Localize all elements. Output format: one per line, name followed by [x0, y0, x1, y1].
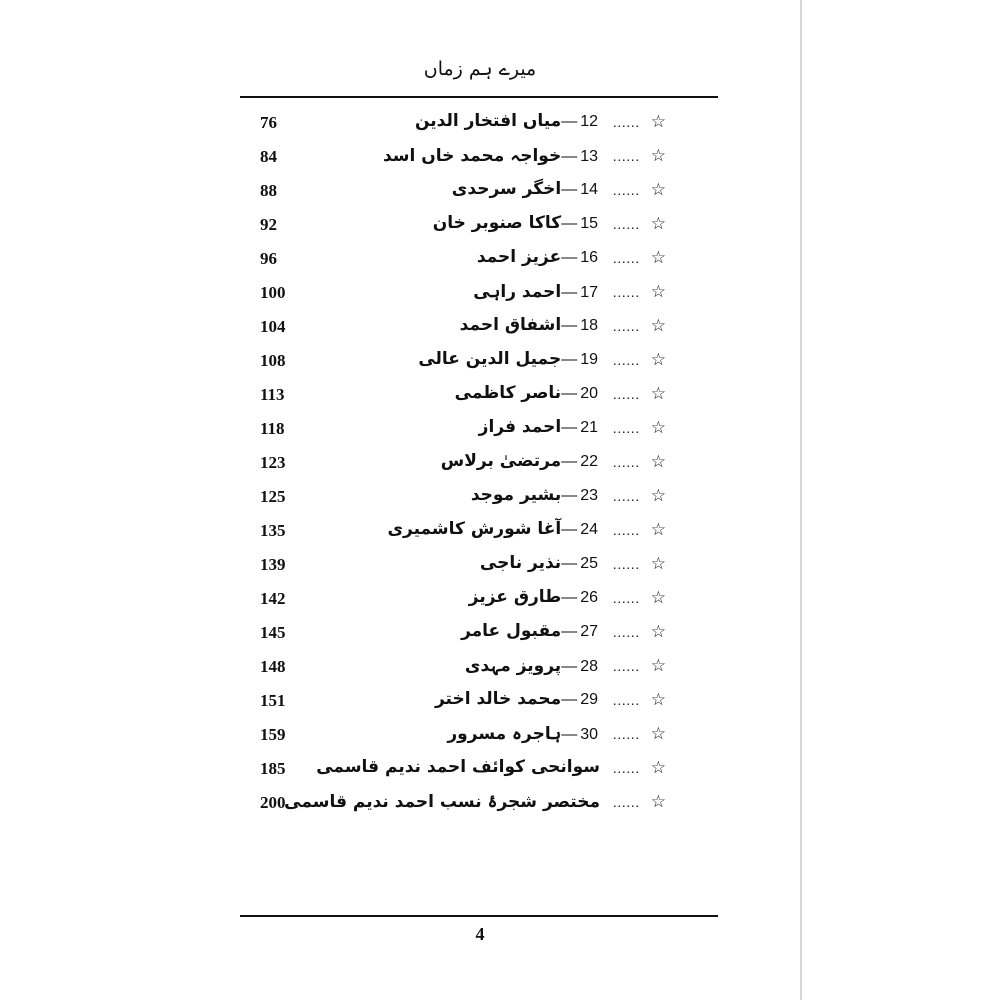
- toc-page-number: 123: [260, 453, 286, 472]
- toc-entry-number: 22: [580, 453, 598, 470]
- toc-page-number: 200: [260, 793, 286, 812]
- toc-entry: [460, 315, 600, 335]
- star-outline-icon: ☆: [650, 724, 666, 744]
- toc-entry-number: 20: [580, 385, 598, 402]
- toc-leader-dots: ......: [613, 456, 640, 471]
- toc-entry-dash: —: [561, 317, 578, 334]
- star-outline-icon: ☆: [650, 622, 666, 642]
- toc-leader-dots: ......: [613, 592, 640, 607]
- toc-entry-name: میاں افتخار الدین: [414, 111, 562, 131]
- toc-row: [240, 618, 670, 652]
- toc-entry: [469, 587, 600, 607]
- toc-entry: [447, 723, 600, 744]
- toc-entry-name: ہاجرہ مسرور: [447, 724, 562, 744]
- toc-leader-dots: ......: [613, 286, 640, 301]
- star-outline-icon: ☆: [650, 656, 666, 676]
- toc-entry-dash: —: [561, 284, 578, 301]
- star-outline-icon: ☆: [650, 486, 666, 506]
- toc-entry-dash: —: [561, 181, 578, 198]
- toc-leader-dots: ......: [613, 184, 640, 199]
- toc-entry-number: 26: [580, 589, 598, 606]
- star-outline-icon: ☆: [650, 758, 666, 778]
- toc-row: [240, 788, 670, 822]
- page-number-folio: 4: [475, 924, 485, 944]
- toc-entry: [479, 417, 600, 437]
- star-outline-icon: ☆: [650, 180, 666, 200]
- star-outline-icon: ☆: [650, 792, 666, 812]
- toc-leader-dots: ......: [613, 796, 640, 811]
- toc-entry-dash: —: [561, 623, 578, 640]
- toc-entry-number: 28: [580, 658, 598, 675]
- toc-page-number: 145: [260, 623, 286, 642]
- toc-page-number: 113: [260, 385, 285, 404]
- toc-page-number: 76: [260, 113, 277, 132]
- toc-page-number: 118: [260, 419, 285, 438]
- toc-page-number: 108: [260, 351, 286, 370]
- toc-entry: [480, 553, 600, 573]
- toc-entry: [415, 111, 600, 131]
- toc-row: [240, 244, 670, 278]
- toc-entry-number: 21: [580, 419, 598, 436]
- toc-entry: [477, 247, 600, 267]
- toc-entry-name: ناصر کاظمی: [454, 383, 562, 403]
- toc-page-number: 142: [260, 589, 286, 608]
- toc-leader-dots: ......: [613, 660, 640, 675]
- toc-entry: [441, 451, 600, 471]
- star-outline-icon: ☆: [650, 112, 666, 132]
- toc-page-number: 125: [260, 487, 286, 506]
- toc-entry: [455, 383, 600, 403]
- toc-entry: [435, 689, 600, 709]
- toc-leader-dots: ......: [613, 150, 640, 165]
- toc-entry-dash: —: [561, 351, 578, 368]
- star-outline-icon: ☆: [650, 520, 666, 540]
- toc-entry-dash: —: [561, 521, 578, 538]
- toc-entry-number: 16: [580, 249, 598, 266]
- toc-entry-name: بشیر موجد: [470, 485, 562, 505]
- toc-entry-name: کاکا صنوبر خان: [432, 213, 562, 233]
- toc-entry-number: 14: [580, 181, 598, 198]
- toc-entry: [471, 485, 600, 505]
- toc-entry: [418, 349, 600, 369]
- toc-entry: [461, 621, 600, 641]
- toc-entry-number: 25: [580, 555, 598, 572]
- toc-entry-number: 29: [580, 691, 598, 708]
- running-header-title: میرے ہم زماں: [423, 58, 537, 80]
- star-outline-icon: ☆: [650, 384, 666, 404]
- toc-entry-number: 23: [580, 487, 598, 504]
- footer-rule: [240, 915, 718, 917]
- toc-entry-dash: —: [561, 658, 578, 675]
- toc-page-number: 148: [260, 657, 286, 676]
- toc-page-number: 159: [260, 725, 286, 744]
- toc-page-number: 88: [260, 181, 277, 200]
- toc-leader-dots: ......: [613, 524, 640, 539]
- star-outline-icon: ☆: [650, 554, 666, 574]
- toc-row: [240, 686, 670, 720]
- toc-entry-name: نذیر ناجی: [479, 553, 562, 573]
- toc-page-number: 139: [260, 555, 286, 574]
- toc-entry-number: 12: [580, 113, 598, 130]
- toc-leader-dots: ......: [613, 490, 640, 505]
- toc-entry-name: احمد راہی: [473, 282, 562, 302]
- star-outline-icon: ☆: [650, 452, 666, 472]
- toc-entry-dash: —: [561, 215, 578, 232]
- toc-row: [240, 482, 670, 516]
- toc-leader-dots: ......: [613, 422, 640, 437]
- toc-page-number: 84: [260, 147, 277, 166]
- toc-entry-name: پرویز مہدی: [464, 656, 562, 676]
- toc-row: [240, 516, 670, 550]
- toc-row: [240, 176, 670, 210]
- toc-row: [240, 550, 670, 584]
- toc-entry-number: 13: [580, 148, 598, 165]
- toc-leader-dots: ......: [613, 558, 640, 573]
- toc-entry-dash: —: [561, 419, 578, 436]
- toc-entry-dash: —: [561, 453, 578, 470]
- toc-entry-name: مقبول عامر: [461, 621, 562, 641]
- toc-row: [240, 414, 670, 448]
- star-outline-icon: ☆: [650, 690, 666, 710]
- toc-leader-dots: ......: [613, 728, 640, 743]
- toc-row: [240, 380, 670, 414]
- toc-leader-dots: ......: [613, 354, 640, 369]
- toc-entry-dash: —: [561, 555, 578, 572]
- toc-entry: [433, 213, 600, 233]
- toc-entry-number: 19: [580, 351, 598, 368]
- toc-entry-name: عزیز احمد: [476, 247, 562, 267]
- toc-entry-dash: —: [561, 249, 578, 266]
- toc-row: [240, 584, 670, 618]
- toc-entry: [452, 179, 600, 199]
- toc-leader-dots: ......: [613, 626, 640, 641]
- toc-leader-dots: ......: [613, 694, 640, 709]
- toc-row: [240, 448, 670, 482]
- toc-entry: [284, 791, 600, 812]
- toc-row: [240, 210, 670, 244]
- toc-row: [240, 108, 670, 142]
- toc-entry: [383, 145, 600, 166]
- toc-entry-name: محمد خالد اختر: [434, 689, 562, 709]
- star-outline-icon: ☆: [650, 214, 666, 234]
- toc-row: [240, 720, 670, 754]
- toc-leader-dots: ......: [613, 116, 640, 131]
- toc-entry-dash: —: [561, 691, 578, 708]
- toc-row: [240, 346, 670, 380]
- toc-page-number: 96: [260, 249, 277, 268]
- toc-entry-dash: —: [561, 487, 578, 504]
- toc-page-number: 151: [260, 691, 286, 710]
- toc-entry-name: آغا شورش کاشمیری: [387, 519, 562, 539]
- toc-entry-name: سوانحی کوائف احمد ندیم قاسمی: [316, 757, 600, 777]
- header-rule: [240, 96, 718, 98]
- toc-entry-number: 27: [580, 623, 598, 640]
- toc-page-number: 135: [260, 521, 286, 540]
- star-outline-icon: ☆: [650, 282, 666, 302]
- toc-entry: [473, 281, 600, 302]
- toc-row: [240, 278, 670, 312]
- toc-entry-dash: —: [561, 589, 578, 606]
- toc-row: [240, 142, 670, 176]
- toc-entry-name: خواجہ محمد خاں اسد: [382, 146, 562, 166]
- toc-page-number: 100: [260, 283, 286, 302]
- star-outline-icon: ☆: [650, 316, 666, 336]
- toc-entry-name: احمد فراز: [478, 417, 562, 437]
- toc-leader-dots: ......: [613, 762, 640, 777]
- page-edge-divider: [800, 0, 802, 1000]
- toc-entry-number: 18: [580, 317, 598, 334]
- toc-page-number: 185: [260, 759, 286, 778]
- toc-leader-dots: ......: [613, 320, 640, 335]
- toc-entry-name: جمیل الدین عالی: [418, 349, 562, 369]
- toc-row: [240, 312, 670, 346]
- table-of-contents: [240, 108, 670, 822]
- toc-entry-number: 30: [580, 726, 598, 743]
- toc-entry: [316, 757, 600, 777]
- toc-leader-dots: ......: [613, 388, 640, 403]
- toc-entry-number: 15: [580, 215, 598, 232]
- toc-row: [240, 652, 670, 686]
- toc-entry-name: اشفاق احمد: [459, 315, 562, 335]
- toc-entry-name: مختصر شجرۂ نسب احمد ندیم قاسمی: [284, 792, 600, 812]
- toc-entry-name: طارق عزیز: [468, 587, 562, 607]
- toc-leader-dots: ......: [613, 218, 640, 233]
- toc-row: [240, 754, 670, 788]
- star-outline-icon: ☆: [650, 248, 666, 268]
- toc-entry-number: 17: [580, 284, 598, 301]
- star-outline-icon: ☆: [650, 146, 666, 166]
- toc-entry-dash: —: [561, 726, 578, 743]
- toc-entry-dash: —: [561, 113, 578, 130]
- star-outline-icon: ☆: [650, 350, 666, 370]
- star-outline-icon: ☆: [650, 418, 666, 438]
- toc-entry-name: اخگر سرحدی: [451, 179, 562, 199]
- toc-entry-name: مرتضیٰ برلاس: [440, 451, 562, 471]
- toc-entry: [465, 655, 600, 676]
- toc-entry-dash: —: [561, 148, 578, 165]
- toc-entry-number: 24: [580, 521, 598, 538]
- toc-page-number: 104: [260, 317, 286, 336]
- toc-leader-dots: ......: [613, 252, 640, 267]
- toc-entry: [387, 519, 600, 539]
- star-outline-icon: ☆: [650, 588, 666, 608]
- toc-entry-dash: —: [561, 385, 578, 402]
- toc-page-number: 92: [260, 215, 277, 234]
